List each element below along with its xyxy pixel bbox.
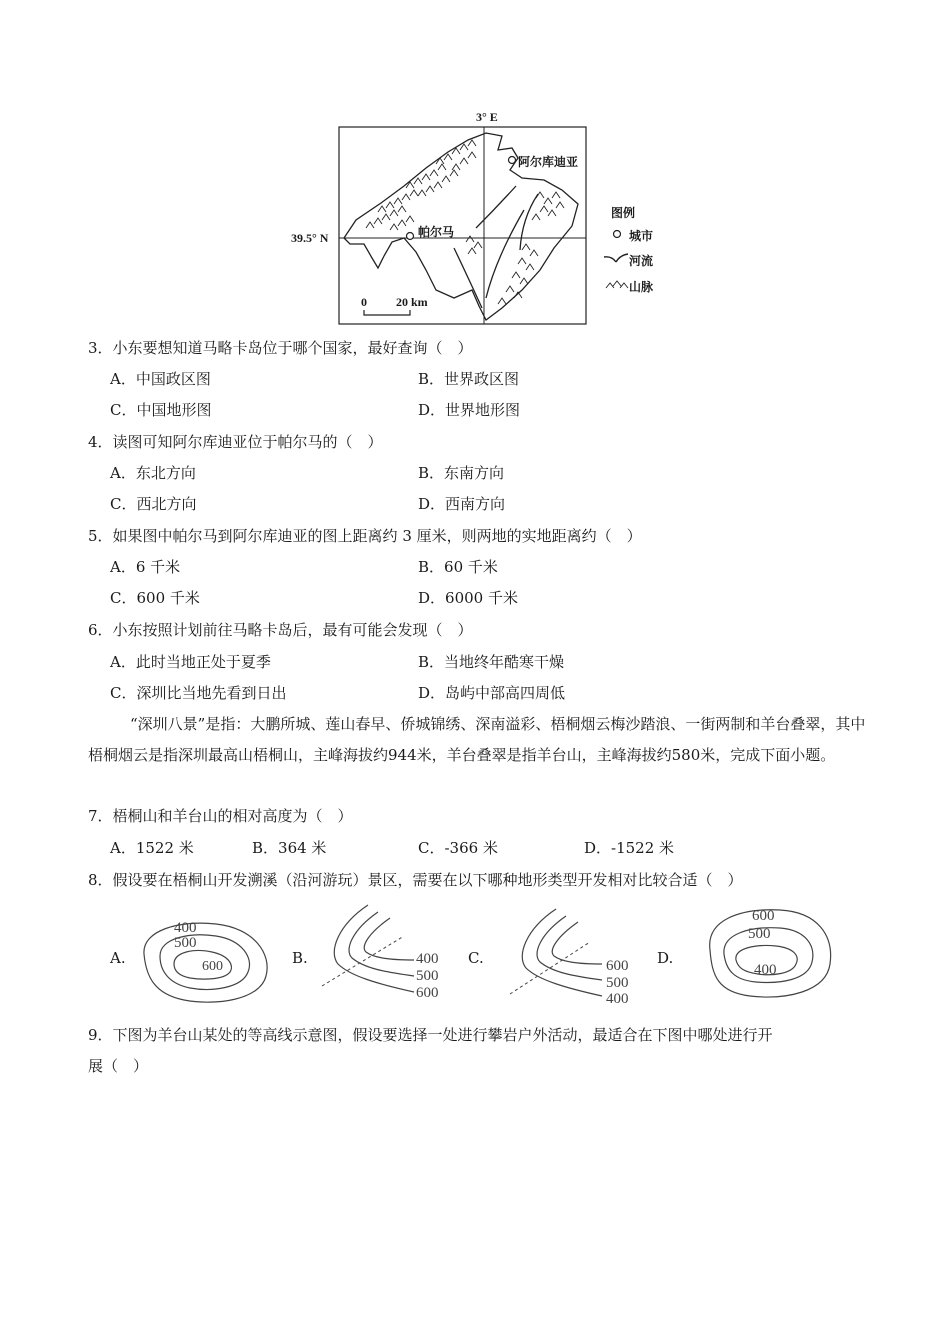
- question-8-option-b: B.: [292, 949, 308, 967]
- question-3-option-b: B．世界政区图: [418, 370, 520, 388]
- figure-a-label-2: 500: [174, 935, 197, 951]
- question-8-option-a: A.: [110, 949, 126, 967]
- legend-city-icon: [614, 231, 621, 238]
- question-7-option-a: A．1522 米: [110, 839, 194, 857]
- legend-city-label: 城市: [629, 229, 654, 243]
- palma-city-marker: [407, 233, 414, 240]
- figure-a-label-1: 400: [174, 920, 197, 936]
- figure-d-label-3: 400: [754, 962, 777, 978]
- figure-d-label-1: 600: [752, 908, 775, 924]
- question-6-stem: 6．小东按照计划前往马略卡岛后，最有可能会发现（ ）: [88, 621, 473, 639]
- question-7-stem: 7．梧桐山和羊台山的相对高度为（ ）: [88, 807, 353, 825]
- alcudia-city-marker: [509, 157, 516, 164]
- question-5-option-d: D．6000 千米: [418, 589, 518, 607]
- question-8-option-c: C.: [468, 949, 484, 967]
- alcudia-label: 阿尔库迪亚: [518, 155, 579, 169]
- longitude-label: 3° E: [476, 110, 498, 124]
- question-4-option-b: B．东南方向: [418, 464, 505, 482]
- scale-distance-label: 20 km: [396, 295, 428, 309]
- latitude-label: 39.5° N: [291, 231, 329, 245]
- question-8-option-d: D.: [657, 949, 674, 967]
- figure-c-label-3: 400: [606, 991, 629, 1006]
- palma-label: 帕尔马: [418, 225, 455, 239]
- question-9-stem-line-2: 展（ ）: [88, 1057, 149, 1075]
- question-7-option-d: D．-1522 米: [584, 839, 675, 857]
- figure-b-label-3: 600: [416, 985, 439, 1001]
- scale-zero-label: 0: [361, 295, 367, 309]
- question-6-option-d: D．岛屿中部高四周低: [418, 684, 566, 702]
- figure-a-label-3: 600: [202, 959, 223, 974]
- contour-figure-a: [136, 914, 276, 1008]
- question-4-stem: 4．读图可知阿尔库迪亚位于帕尔马的（ ）: [88, 433, 383, 451]
- question-3-option-c: C．中国地形图: [110, 401, 212, 419]
- question-4-option-d: D．西南方向: [418, 495, 506, 513]
- contour-figure-c: [506, 904, 646, 1006]
- question-3-option-a: A．中国政区图: [110, 370, 211, 388]
- figure-c-label-1: 600: [606, 958, 629, 974]
- question-5-option-a: A．6 千米: [110, 558, 181, 576]
- legend-mountain-label: 山脉: [629, 280, 654, 294]
- question-3-option-d: D．世界地形图: [418, 401, 521, 419]
- contour-figure-b: [318, 900, 458, 1002]
- question-6-option-c: C．深圳比当地先看到日出: [110, 684, 287, 702]
- question-6-option-a: A．此时当地正处于夏季: [110, 653, 271, 671]
- question-4-option-a: A．东北方向: [110, 464, 196, 482]
- contour-figure-d: [700, 900, 840, 1002]
- figure-b-label-2: 500: [416, 968, 439, 984]
- question-6-option-b: B．当地终年酷寒干燥: [418, 653, 565, 671]
- question-5-stem: 5．如果图中帕尔马到阿尔库迪亚的图上距离约 3 厘米，则两地的实地距离约（ ）: [88, 527, 642, 545]
- question-7-option-c: C．-366 米: [418, 839, 498, 857]
- figure-d-label-2: 500: [748, 926, 771, 942]
- question-5-option-b: B．60 千米: [418, 558, 498, 576]
- question-4-option-c: C．西北方向: [110, 495, 197, 513]
- legend-mountain-icon: [606, 281, 628, 288]
- figure-c-label-2: 500: [606, 975, 629, 991]
- mallorca-map: [286, 108, 676, 333]
- question-7-option-b: B．364 米: [252, 839, 327, 857]
- legend-river-icon: [604, 254, 628, 262]
- question-3-stem: 3．小东要想知道马略卡岛位于哪个国家，最好查询（ ）: [88, 339, 473, 357]
- question-9-stem-line-1: 9．下图为羊台山某处的等高线示意图，假设要选择一处进行攀岩户外活动，最适合在下图中哪处进行开: [88, 1026, 773, 1044]
- legend-river-label: 河流: [629, 254, 654, 268]
- legend-title: 图例: [611, 206, 636, 220]
- question-5-option-c: C．600 千米: [110, 589, 200, 607]
- figure-b-label-1: 400: [416, 951, 439, 967]
- question-8-stem: 8．假设要在梧桐山开发溯溪（沿河游玩）景区，需要在以下哪种地形类型开发相对比较合适（ ）: [88, 871, 743, 889]
- shenzhen-passage: “深圳八景”是指：大鹏所城、莲山春早、侨城锦绣、深南溢彩、梧桐烟云梅沙踏浪、一街两制和羊台叠翠，其中梧桐烟云是指深圳最高山梧桐山，主峰海拔约944米，羊台叠翠是指羊台山，主峰海拔约580米，完成下面小题。: [88, 715, 866, 764]
